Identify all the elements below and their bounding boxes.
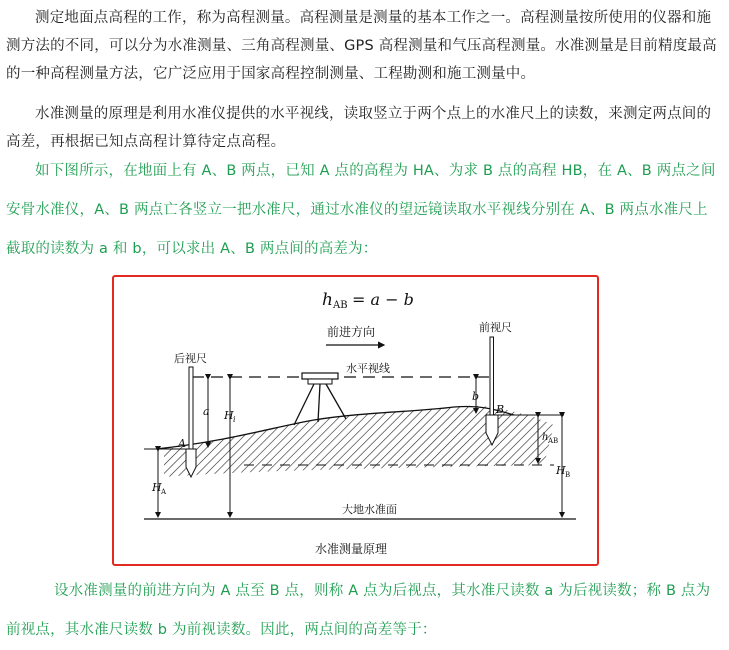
conclusion-paragraph: 设水准测量的前进方向为 A 点至 B 点，则称 A 点为后视点，其水准尺读数 a 为后视读数；称 B 点为前视点，其水准尺读数 b 为前视读数。因此，两点间的高差等于： <box>6 583 711 638</box>
hb-sub: B <box>565 471 571 479</box>
ha-label: H <box>152 481 162 494</box>
leveling-principle-figure <box>112 275 599 566</box>
principle-paragraph: 水准测量的原理是利用水准仪提供的水平视线，读取竖立于两个点上的水准尺上的读数，来测定两点间的高差，再根据已知点高程计算待定点高程。 <box>6 106 712 150</box>
level-base-icon <box>308 379 332 384</box>
figure-caption: 水准测量原理 <box>315 542 388 556</box>
hb-label: H <box>556 464 566 477</box>
formula-h: h <box>322 290 333 310</box>
level-telescope-icon <box>302 373 338 379</box>
intro-paragraph: 测定地面点高程的工作，称为高程测量。高程测量是测量的基本工作之一。高程测量按所使用的仪器和施测方法的不同，可以分为水准测量、三角高程测量、GPS 高程测量和气压高程测量。水准测量是目前精度最高的一种高程测量方法，它广泛应用于国家高程控制测量、工程勘测和施工测量中。 <box>6 10 717 82</box>
point-a-label: A <box>178 437 186 450</box>
hab-sub: AB <box>548 437 559 445</box>
tripod-leg-right <box>326 384 346 419</box>
datum-label: 大地水准面 <box>342 503 397 516</box>
ha-sub: A <box>161 488 167 496</box>
hi-sub: i <box>233 415 236 424</box>
example-paragraph: 如下图所示，在地面上有 A、B 两点，已知 A 点的高程为 HA、为求 B 点的高程 HB，在 A、B 两点之间安骨水准仪，A、B 两点亡各竖立一把水准尺，通过水准仪的望远镜读取水平视线分别在 A、B 两点水准尺上截取的读数为 a 和 b，可以求出 A、B 两点间的高差为： <box>6 163 716 257</box>
reading-a-label: a <box>203 405 210 418</box>
point-b-label: B <box>496 403 505 416</box>
tripod-leg-left <box>294 384 314 425</box>
tripod-leg-center <box>318 384 320 422</box>
leveling-diagram <box>114 277 597 564</box>
front-staff-label: 前视尺 <box>479 321 512 334</box>
direction-label: 前进方向 <box>327 325 376 339</box>
back-staff-label: 后视尺 <box>174 352 207 365</box>
front-staff-icon <box>490 337 494 415</box>
reading-b-label: b <box>472 390 480 403</box>
hab-label: h <box>542 432 549 443</box>
formula-rest: = a − b <box>352 290 414 309</box>
formula-sub: AB <box>333 300 348 311</box>
back-staff-icon <box>189 367 193 449</box>
sight-line-label: 水平视线 <box>346 362 390 375</box>
hi-label: H <box>224 409 234 422</box>
